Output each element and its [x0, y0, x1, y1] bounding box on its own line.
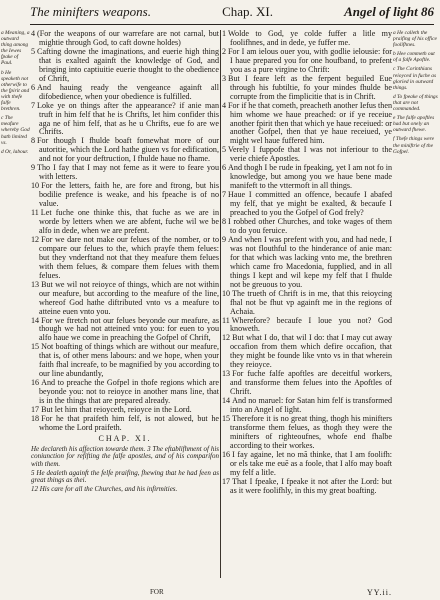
verse	[222, 236, 392, 290]
verse	[222, 478, 392, 496]
verse-number: 8	[222, 217, 227, 227]
verse-text: Verely I fuppofe that I was not inferiour to the verie chiefe Apostles.	[228, 145, 392, 164]
margin-note: f Thefe things were the miniftrie of the Gofpel.	[393, 136, 434, 155]
catchword: FOR	[150, 588, 164, 596]
verse-text: For though I fhulde boaft fomewhat more of our autoritie, which the Lord hathe giuen vs for edification, and not for your deftruction, I fhulde haue no fhame.	[37, 136, 219, 164]
right-verses	[222, 30, 392, 496]
verse-text: For we dare not make our felues of the nomber, or to compare our felues to the, which prayfe them felues: but they vnderftand not that they meafure them felues with them felues, & compare them felues with them felues.	[39, 234, 219, 280]
verse	[31, 415, 219, 433]
verse-text: Loke ye on things after the appearance? if anie man truft in him felf that he is Chrifts, let him confider this aga ne of him felf, that as he u Chrifts, eue fo are we Chrifts.	[37, 100, 219, 137]
verse-text: But let him that reioyceth, reioyce in the Lord.	[41, 405, 192, 415]
verse-text: For if he that cometh, preacheth another Iefus then him whome we haue preached: or if ye receiue another fpirit then that which ye haue receiued: or another Gofpel, then that ye haue receiued, ye might wel haue fuffered him.	[228, 100, 392, 146]
chapter-summary	[31, 446, 219, 494]
verse-text: For the letters, faith he, are fore and ftrong, but his bodilie prefence is weake, and his fpeache is of no value.	[39, 181, 219, 209]
verse-number: 6	[222, 163, 227, 173]
verse-number: 10	[31, 181, 40, 191]
verse	[31, 343, 219, 379]
verse-number: 5	[222, 145, 227, 155]
verse-number: 9	[222, 234, 227, 244]
verse-text: For we ftretch not our felues beyonde our meafure, as though we had not atteined vnto you: for euen to you alfo haue we come in preaching the Gofpel of Chrift,	[39, 315, 219, 343]
verse-number: 8	[31, 136, 36, 146]
verse	[222, 218, 392, 236]
verse-text: For fuche falfe apoftles are deceitful workers, and transforme them felues into the Apoftles of Chrift.	[230, 369, 392, 397]
verse-text: And when I was prefent with you, and had nede, I was not flouthful to the hinderance of anie man: for that which was lacking vnto me, the brethren which came fro Macedonia, fupplied, and in all things I kept and wil kepe my felf that I fhulde not be greuous to you.	[228, 234, 392, 289]
verse	[31, 48, 219, 84]
right-column	[222, 30, 392, 578]
verse-text: Haue I committed an offence, becaufe I abafed my felf, that ye might be exalted, & becaufe I preached to you the Gofpel of God frely?	[228, 190, 392, 218]
verse	[31, 209, 219, 236]
verse-text: And hauing ready the vengeance againft all difobedience, when your obedience is fulfilled.	[37, 82, 219, 101]
verse-text: And to preache the Gofpel in thofe regions which are beyonde you: not to reioyce in another mans line, that is in the things that are prepared already.	[39, 378, 219, 406]
verse-text: Wherefore? becaufe I loue you not? God knoweth.	[230, 315, 392, 334]
verse-number: 13	[31, 279, 40, 289]
verse-text: The trueth of Chrift is in me, that this reioycing fhal not be fhut vp againft me in the regions of Achaia.	[230, 288, 392, 316]
verse	[222, 191, 392, 218]
verse-number: 4	[31, 30, 36, 38]
chapter-summary-item: He declareth his affection towarde them. 3 The eftablifhment of his coniunction for refifting the falfe apostles, and of his comparifon with them.	[31, 444, 219, 469]
margin-note: d To fpeake of things that are not commanded.	[393, 93, 438, 113]
margin-note: c The Corinthians reioyced in fuche as gloried in outward things.	[393, 66, 437, 91]
margin-note: a Meaning, a outward thing among the Iewes fpake of Paul.	[1, 30, 30, 67]
verse	[222, 48, 392, 75]
verse-number: 7	[222, 190, 227, 200]
header-left: The minifters weapons.	[30, 4, 151, 19]
verse	[31, 164, 219, 182]
verse	[222, 75, 392, 102]
verse-number: 6	[31, 82, 36, 92]
margin-note: b He speaketh not otherwife to the fpirit and with thefe falfe brethren.	[1, 69, 30, 113]
running-header	[30, 4, 434, 25]
column-rule	[220, 30, 221, 578]
chapter-heading: CHAP. XI.	[98, 433, 152, 443]
verse-number: 3	[222, 73, 227, 83]
verse-text: That I fpeake, I fpeake it not after the Lord: but as it were foolifhly, in this my great boafting.	[230, 476, 392, 495]
verse	[31, 236, 219, 281]
verse-text: Let fuche one thinke this, that fuche as we are in worde by letters when we are abfent, fuche wil we be alfo in dede, when we are prefent.	[39, 208, 219, 235]
verse-text: Wolde to God, ye colde fuffer a litle my foolifhnes, and in dede, ye fuffer me.	[228, 30, 392, 47]
left-margin-notes	[1, 30, 30, 578]
verse-number: 10	[222, 288, 231, 298]
verse-text: And no maruel: for Satan him felf is transformed into an Angel of light.	[230, 396, 392, 415]
verse-number: 5	[31, 46, 36, 56]
verse	[222, 397, 392, 415]
verse	[222, 317, 392, 335]
verse-text: And thogh I be rude in fpeaking, yet I am not fo in knowledge, but among you we haue bene made manifeft to the vttermoft in all things.	[228, 163, 392, 191]
verse-text: But I feare left as the ferpent beguiled Eue through his fubtiltie, fo your mindes fhulde be corrupte from the fimplicitie that is in Chrift.	[228, 73, 392, 101]
verse-text: But what I do, that wil I do: that I may cut away occafion from them which defire occafion, that they might be founde like vnto vs in that wherein they reioyce.	[230, 333, 392, 370]
verse-number: 4	[222, 100, 227, 110]
margin-note: c The meafure whereby God hath limited vs.	[1, 115, 30, 146]
margin-note: b Hee commeth out of a falfe Apoftle.	[393, 51, 435, 64]
verse-text: For he that praifeth him felf, is not alowed, but he whome the Lord praifeth.	[39, 413, 219, 432]
verse-text: For I am ielous ouer you, with godlie ielousie: for I haue prepared you for one houfband, to prefent you as a pure virgine to Chrift:	[228, 46, 392, 74]
verse	[222, 451, 392, 478]
verse	[222, 415, 392, 451]
margin-note: a He calleth the praifing of his office foolifhnes.	[393, 30, 437, 49]
verse	[31, 137, 219, 164]
verse-number: 2	[222, 46, 227, 56]
verse	[222, 370, 392, 397]
verse-number: 18	[31, 413, 40, 423]
signature-mark: YY.ii.	[367, 588, 392, 597]
verse	[31, 30, 219, 48]
left-column	[31, 30, 219, 578]
verse-number: 11	[31, 208, 39, 218]
verse-text: (For the weapons of our warrefare are not carnal, but mightie through God, to caft downe holdes)	[37, 30, 219, 47]
verse-number: 13	[222, 369, 231, 379]
verse	[31, 317, 219, 344]
verse	[222, 30, 392, 48]
verse-text: I robbed other Churches, and toke wages of them to do you feruice.	[228, 217, 392, 235]
chapter-summary-item: 5 He dealeth againft the felfe praifing, fhewing that he had feen as great things as thei.	[31, 468, 219, 485]
header-right: Angel of light 86	[344, 4, 434, 19]
verse-number: 15	[31, 342, 40, 352]
verse-number: 16	[222, 449, 231, 459]
verse-number: 12	[31, 234, 40, 244]
verse	[222, 164, 392, 191]
verse	[31, 281, 219, 317]
left-verses	[31, 30, 219, 433]
verse	[31, 102, 219, 138]
verse	[222, 102, 392, 147]
verse-number: 7	[31, 100, 36, 110]
verse-text: But we wil not reioyce of things, which are not within our meafure, but according to the meafure of the line, whereof God hathe diftributed vnto vs a meafure to atteine euen vnto you.	[39, 279, 219, 316]
verse-number: 17	[222, 476, 231, 486]
header-chapter: Chap. XI.	[222, 4, 273, 19]
verse-number: 14	[222, 396, 231, 406]
margin-note: e The falfe apoftles had but onely an outward fhewe.	[393, 115, 435, 134]
verse	[31, 84, 219, 102]
verse-text: I fay againe, let no mã thinke, that I am foolifh: or els take me euē as a foole, that I alfo may boaft my felf a litle.	[230, 449, 392, 477]
verse-number: 11	[222, 315, 230, 325]
verse	[222, 290, 392, 317]
verse-number: 17	[31, 405, 40, 415]
verse-number: 1	[222, 30, 227, 38]
verse-text: Tho I fay that I may not feme as it were to feare you with letters.	[37, 163, 219, 182]
verse-text: Cafting downe the imaginations, and euerie high thing that is exalted againft the knowledge of God, and bringing into captiuitie euerie thought to the obedience of Chrift,	[37, 46, 219, 83]
verse	[31, 379, 219, 406]
verse	[222, 334, 392, 370]
verse	[31, 182, 219, 209]
verse-number: 12	[222, 333, 231, 343]
verse-text: Therefore it is no great thing, thogh his minifters transforme them felues, as thogh they were the minifters of righteoufnes, whofe end fhalbe according to their workes.	[230, 413, 392, 450]
right-margin-notes	[393, 30, 438, 578]
verse-text: Not boafting of things which are without our meafure, that is, of other mens labours: and we hope, when your faith fhal increafe, to be magnified by you according to our line abundantly,	[39, 342, 219, 379]
margin-note: d Or, labour.	[1, 148, 29, 155]
verse-number: 15	[222, 413, 231, 423]
verse-number: 9	[31, 163, 36, 173]
verse-number: 16	[31, 378, 40, 388]
verse-number: 14	[31, 315, 40, 325]
chapter-summary-item: 12 His care for all the Churches, and his infirmities.	[31, 484, 178, 493]
verse	[222, 146, 392, 164]
